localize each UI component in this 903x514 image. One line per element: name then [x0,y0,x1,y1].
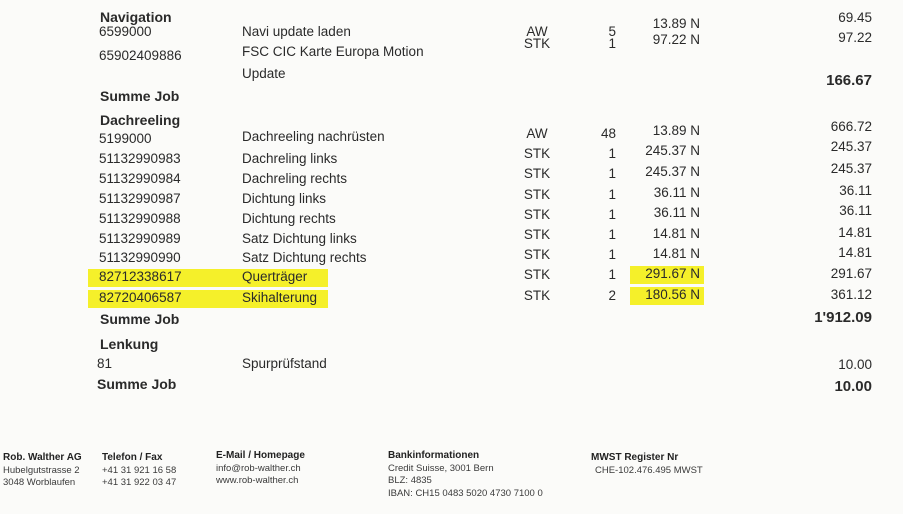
unit: STK [523,247,551,262]
quantity: 1 [608,166,616,181]
unit: STK [523,36,551,51]
footer-bank [388,450,543,500]
line-total: 245.37 [830,139,872,154]
quantity: 5 [608,24,616,39]
footer-company [3,452,82,490]
quantity: 1 [608,36,616,51]
bank-iban: IBAN: CH15 0483 5020 4730 7100 0 [388,487,543,499]
unit: STK [523,166,551,181]
company-city: 3048 Worblaufen [3,477,76,488]
description-continuation: Update [242,66,286,81]
vat-heading: MWST Register Nr [591,452,679,463]
sum-job-label: Summe Job [97,376,177,392]
unit-price: 13.89 N [652,16,700,31]
description: FSC CIC Karte Europa Motion [242,44,424,59]
section-title-lenkung: Lenkung [100,336,159,352]
sum-job-total: 1'912.09 [814,309,872,326]
unit-price: 14.81 N [652,246,700,261]
line-total: 361.12 [830,287,872,302]
unit: AW [526,24,548,39]
line-item-highlighted [0,287,903,310]
footer-phone [102,452,176,490]
quantity: 1 [608,187,616,202]
company-street: Hubelgutstrasse 2 [3,464,80,476]
quantity: 1 [608,227,616,242]
bank-blz: BLZ: 4835 [388,475,432,486]
line-total: 666.72 [830,119,872,134]
unit-price: 245.37 N [645,143,700,158]
unit-price: 14.81 N [652,226,700,241]
article-number: 51132990984 [99,171,181,186]
section-title-navigation: Navigation [100,9,172,25]
sum-job-label: Summe Job [100,311,180,327]
article-number: 51132990983 [99,151,181,166]
description: Dichtung links [242,191,327,206]
line-total: 291.67 [830,266,872,281]
line-total: 36.11 [839,183,872,198]
phone-number: +41 31 921 16 58 [102,464,177,476]
article-number: 81 [97,356,113,371]
unit: AW [526,126,548,141]
unit-price: 245.37 N [645,164,700,179]
description: Dachreling rechts [242,171,348,186]
sum-job-total: 10.00 [834,378,872,395]
unit: STK [523,187,551,202]
article-number: 51132990987 [99,191,181,206]
description: Dichtung rechts [242,211,336,226]
homepage-link[interactable]: www.rob-walther.ch [216,475,299,486]
quantity: 1 [608,267,616,282]
email-link[interactable]: info@rob-walther.ch [216,462,301,474]
line-total: 14.81 [838,245,872,260]
quantity: 1 [608,207,616,222]
footer-vat [591,452,703,477]
line-total: 14.81 [838,225,872,240]
unit: STK [523,227,551,242]
quantity: 1 [608,146,616,161]
unit: STK [523,146,551,161]
line-item [0,356,903,376]
company-name: Rob. Walther AG [3,452,82,463]
line-total: 97.22 [838,30,872,45]
fax-number: +41 31 922 03 47 [102,477,177,488]
description: Satz Dichtung links [242,231,357,246]
description: Dachreling links [242,151,338,166]
article-number: 82712338617 [99,269,182,284]
email-heading: E-Mail / Homepage [216,450,305,461]
phone-heading: Telefon / Fax [102,452,163,463]
description: Dachreeling nachrüsten [242,129,385,144]
line-total: 245.37 [830,161,872,176]
bank-name: Credit Suisse, 3001 Bern [388,462,494,474]
unit: STK [523,288,551,303]
vat-number: CHE-102.476.495 MWST [595,464,703,476]
unit-price: 13.89 N [652,123,700,138]
article-number: 51132990990 [99,250,181,265]
description: Skihalterung [242,290,318,305]
unit-price: 36.11 N [653,185,700,200]
quantity: 1 [608,247,616,262]
unit-price: 291.67 N [645,266,700,281]
bank-heading: Bankinformationen [388,450,480,461]
article-number: 5199000 [99,131,152,146]
line-item-highlighted [0,266,903,289]
footer-contact [216,450,305,488]
article-number: 6599000 [99,24,152,39]
description: Spurprüfstand [242,356,327,371]
description: Satz Dichtung rechts [242,250,367,265]
sum-job-total: 166.67 [826,72,872,89]
section-title-dachreeling: Dachreeling [100,112,181,128]
line-total: 10.00 [838,357,872,372]
article-number: 51132990989 [99,231,181,246]
unit: STK [523,207,551,222]
unit-price: 97.22 N [652,32,700,47]
article-number: 65902409886 [99,48,182,63]
unit-price: 180.56 N [645,287,700,302]
sum-job-label: Summe Job [100,88,180,104]
article-number: 82720406587 [99,290,182,305]
article-number: 51132990988 [99,211,181,226]
line-total: 36.11 [839,203,872,218]
unit: STK [523,267,551,282]
description: Querträger [242,269,308,284]
quantity: 48 [600,126,616,141]
description: Navi update laden [242,24,351,39]
line-total: 69.45 [838,10,872,25]
quantity: 2 [608,288,616,303]
unit-price: 36.11 N [653,205,700,220]
